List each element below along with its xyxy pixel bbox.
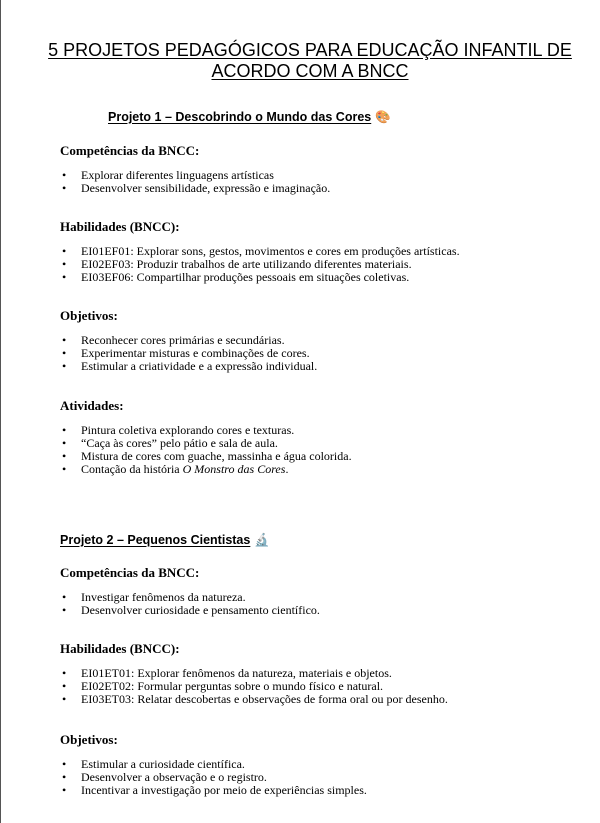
list-item-text: Incentivar a investigação por meio de experiências simples. bbox=[81, 783, 367, 797]
project-2-title-text: Projeto 2 – Pequenos Cientistas bbox=[60, 533, 251, 547]
list-item: • Desenvolver curiosidade e pensamento científico. bbox=[62, 603, 320, 617]
list-item-text: Desenvolver sensibilidade, expressão e imaginação. bbox=[81, 181, 331, 195]
bullet-list bbox=[60, 424, 580, 476]
section-heading: Habilidades (BNCC): bbox=[60, 641, 180, 656]
list-item: • Investigar fenômenos da natureza. bbox=[62, 590, 246, 604]
document-title: 5 PROJETOS PEDAGÓGICOS PARA EDUCAÇÃO INFANTIL DE ACORDO COM A BNCC bbox=[48, 40, 572, 81]
bullet-list bbox=[60, 169, 580, 195]
section-heading: Atividades: bbox=[60, 398, 124, 413]
list-item-text: Estimular a curiosidade científica. bbox=[81, 757, 245, 771]
list-item: • Experimentar misturas e combinações de cores. bbox=[62, 346, 310, 360]
bullet-list bbox=[60, 667, 580, 706]
book-title: O Monstro das Cores bbox=[182, 462, 286, 476]
list-item: • “Caça às cores” pelo pátio e sala de aula. bbox=[62, 436, 278, 450]
list-item-text: Experimentar misturas e combinações de cores. bbox=[81, 346, 310, 360]
list-item: • Reconhecer cores primárias e secundárias. bbox=[62, 333, 285, 347]
list-item-text: EI01ET01: Explorar fenômenos da natureza, materiais e objetos. bbox=[81, 666, 392, 680]
list-item: • Explorar diferentes linguagens artísticas bbox=[62, 168, 274, 182]
section-heading: Habilidades (BNCC): bbox=[60, 219, 180, 234]
list-item-text: Estimular a criatividade e a expressão individual. bbox=[81, 359, 318, 373]
project-1-habilidades bbox=[60, 219, 580, 284]
project-1-objetivos bbox=[60, 308, 580, 373]
list-item-text: EI03ET03: Relatar descobertas e observações de forma oral ou por desenho. bbox=[81, 692, 448, 706]
list-item: • EI03EF06: Compartilhar produções pessoais em situações coletivas. bbox=[62, 270, 410, 284]
list-item-text: Desenvolver curiosidade e pensamento científico. bbox=[81, 603, 320, 617]
project-2-habilidades bbox=[60, 641, 580, 706]
list-item: • Estimular a curiosidade científica. bbox=[62, 757, 245, 771]
list-item-text: EI01EF01: Explorar sons, gestos, movimentos e cores em produções artísticas. bbox=[81, 244, 460, 258]
section-heading: Competências da BNCC: bbox=[60, 565, 200, 580]
bullet-list bbox=[60, 758, 580, 797]
list-item-text: Contação da história bbox=[81, 462, 180, 476]
bullet-list bbox=[60, 591, 580, 617]
project-1-competencias bbox=[60, 143, 580, 195]
list-item: • EI02EF03: Produzir trabalhos de arte utilizando diferentes materiais. bbox=[62, 257, 412, 271]
list-item-text: Desenvolver a observação e o registro. bbox=[81, 770, 267, 784]
project-1-atividades bbox=[60, 398, 580, 476]
list-item-text: Mistura de cores com guache, massinha e água colorida. bbox=[81, 449, 352, 463]
project-2-competencias bbox=[60, 565, 580, 617]
list-item-punctuation: . bbox=[285, 462, 289, 476]
list-item: • Mistura de cores com guache, massinha e água colorida. bbox=[62, 449, 352, 463]
section-heading: Objetivos: bbox=[60, 732, 118, 747]
list-item: • EI02ET02: Formular perguntas sobre o mundo físico e natural. bbox=[62, 679, 384, 693]
palette-icon: 🎨 bbox=[375, 110, 391, 124]
project-2-title bbox=[60, 533, 270, 548]
microscope-icon: 🔬 bbox=[254, 533, 270, 547]
project-2-objetivos bbox=[60, 732, 580, 797]
list-item: • EI01ET01: Explorar fenômenos da natureza, materiais e objetos. bbox=[62, 666, 392, 680]
list-item-text: “Caça às cores” pelo pátio e sala de aula. bbox=[81, 436, 278, 450]
list-item-text: Pintura coletiva explorando cores e texturas. bbox=[81, 423, 295, 437]
list-item-text: EI02ET02: Formular perguntas sobre o mundo físico e natural. bbox=[81, 679, 384, 693]
section-heading: Competências da BNCC: bbox=[60, 143, 200, 158]
list-item-text: Reconhecer cores primárias e secundárias. bbox=[81, 333, 285, 347]
list-item: • Estimular a criatividade e a expressão individual. bbox=[62, 359, 318, 373]
list-item: • Desenvolver sensibilidade, expressão e imaginação. bbox=[62, 181, 331, 195]
list-item: • Incentivar a investigação por meio de experiências simples. bbox=[62, 783, 367, 797]
bullet-list bbox=[60, 334, 580, 373]
section-heading: Objetivos: bbox=[60, 308, 118, 323]
list-item-text: EI03EF06: Compartilhar produções pessoais em situações coletivas. bbox=[81, 270, 410, 284]
project-1-title-text: Projeto 1 – Descobrindo o Mundo das Cores bbox=[108, 110, 372, 124]
list-item-text: Investigar fenômenos da natureza. bbox=[81, 590, 246, 604]
page-left-border bbox=[0, 0, 1, 823]
list-item: • Desenvolver a observação e o registro. bbox=[62, 770, 267, 784]
list-item: • EI03ET03: Relatar descobertas e observações de forma oral ou por desenho. bbox=[62, 692, 448, 706]
project-1-title bbox=[108, 110, 391, 125]
list-item-text: EI02EF03: Produzir trabalhos de arte utilizando diferentes materiais. bbox=[81, 257, 412, 271]
list-item: • EI01EF01: Explorar sons, gestos, movimentos e cores em produções artísticas. bbox=[62, 244, 460, 258]
bullet-list bbox=[60, 245, 580, 284]
list-item: • Pintura coletiva explorando cores e texturas. bbox=[62, 423, 295, 437]
list-item-text: Explorar diferentes linguagens artísticas bbox=[81, 168, 274, 182]
list-item: • Contação da história O Monstro das Cores. bbox=[62, 462, 289, 476]
